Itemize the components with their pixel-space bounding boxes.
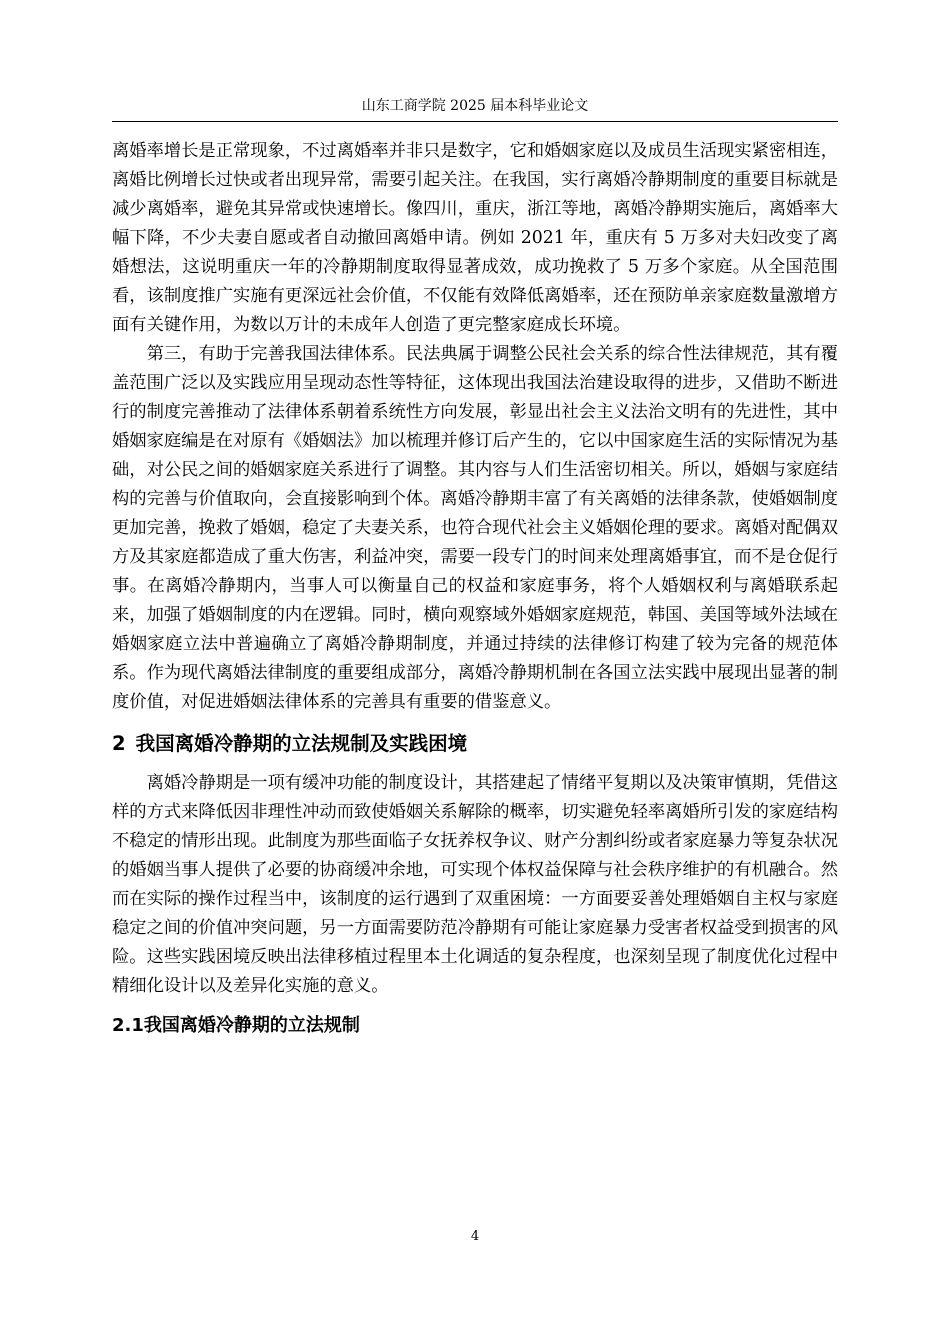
body-paragraph-3: 离婚冷静期是一项有缓冲功能的制度设计，其搭建起了情绪平复期以及决策审慎期，凭借这样的方式来降低因非理性冲动而致使婚姻关系解除的概率，切实避免轻率离婚所引发的家庭结构不稳定的情形出现。此制度为那些面临子女抚养权争议、财产分割纠纷或者家庭暴力等复杂状况的婚姻当事人提供了必要的协商缓冲余地，可实现个体权益保障与社会秩序维护的有机融合。然而在实际的操作过程当中，该制度的运行遇到了双重困境：一方面要妥善处理婚姻自主权与家庭稳定之间的价值冲突问题，另一方面需要防范冷静期有可能让家庭暴力受害者权益受到损害的风险。这些实践困境反映出法律移植过程里本土化调适的复杂程度，也深刻呈现了制度优化过程中精细化设计以及差异化实施的意义。 <box>112 773 838 996</box>
page-body <box>112 137 838 1040</box>
subsection-heading-2-1 <box>112 1012 838 1040</box>
subsection-number: 2.1 <box>112 1015 144 1036</box>
page-number: 4 <box>470 1229 480 1244</box>
subsection-title: 我国离婚冷静期的立法规制 <box>143 1015 360 1036</box>
body-paragraph-1: 离婚率增长是正常现象，不过离婚率并非只是数字，它和婚姻家庭以及成员生活现实紧密相连，离婚比例增长过快或者出现异常，需要引起关注。在我国，实行离婚冷静期制度的重要目标就是减少离婚率，避免其异常或快速增长。像四川，重庆，浙江等地，离婚冷静期实施后，离婚率大幅下降，不少夫妻自愿或者自动撤回离婚申请。例如 2021 年，重庆有 5 万多对夫妇改变了离婚想法，这说明重庆一年的冷静期制度取得显著成效，成功挽救了 5 万多个家庭。从全国范围看，该制度推广实施有更深远社会价值，不仅能有效降低离婚率，还在预防单亲家庭数量激增方面有关键作用，为数以万计的未成年人创造了更完整家庭成长环境。 <box>112 141 838 335</box>
running-header: 山东工商学院 2025 届本科毕业论文 <box>361 98 589 114</box>
section-number: 2 <box>112 732 126 755</box>
header-divider <box>112 121 838 122</box>
section-title: 我国离婚冷静期的立法规制及实践困境 <box>135 732 468 755</box>
section-heading-2 <box>112 729 838 759</box>
body-paragraph-2: 第三，有助于完善我国法律体系。民法典属于调整公民社会关系的综合性法律规范，其有覆盖范围广泛以及实践应用呈现动态性等特征，这体现出我国法治建设取得的进步，又借助不断进行的制度完善推动了法律体系朝着系统性方向发展，彰显出社会主义法治文明有的先进性，其中婚姻家庭编是在对原有《婚姻法》加以梳理并修订后产生的，它以中国家庭生活的实际情况为基础，对公民之间的婚姻家庭关系进行了调整。其内容与人们生活密切相关。所以，婚姻与家庭结构的完善与价值取向，会直接影响到个体。离婚冷静期丰富了有关离婚的法律条款，使婚姻制度更加完善，挽救了婚姻，稳定了夫妻关系，也符合现代社会主义婚姻伦理的要求。离婚对配偶双方及其家庭都造成了重大伤害，利益冲突，需要一段专门的时间来处理离婚事宜，而不是仓促行事。在离婚冷静期内，当事人可以衡量自己的权益和家庭事务，将个人婚姻权利与离婚联系起来，加强了婚姻制度的内在逻辑。同时，横向观察域外婚姻家庭规范，韩国、美国等域外法域在婚姻家庭立法中普遍确立了离婚冷静期制度，并通过持续的法律修订构建了较为完备的规范体系。作为现代离婚法律制度的重要组成部分，离婚冷静期机制在各国立法实践中展现出显著的制度价值，对促进婚姻法律体系的完善具有重要的借鉴意义。 <box>112 344 838 712</box>
